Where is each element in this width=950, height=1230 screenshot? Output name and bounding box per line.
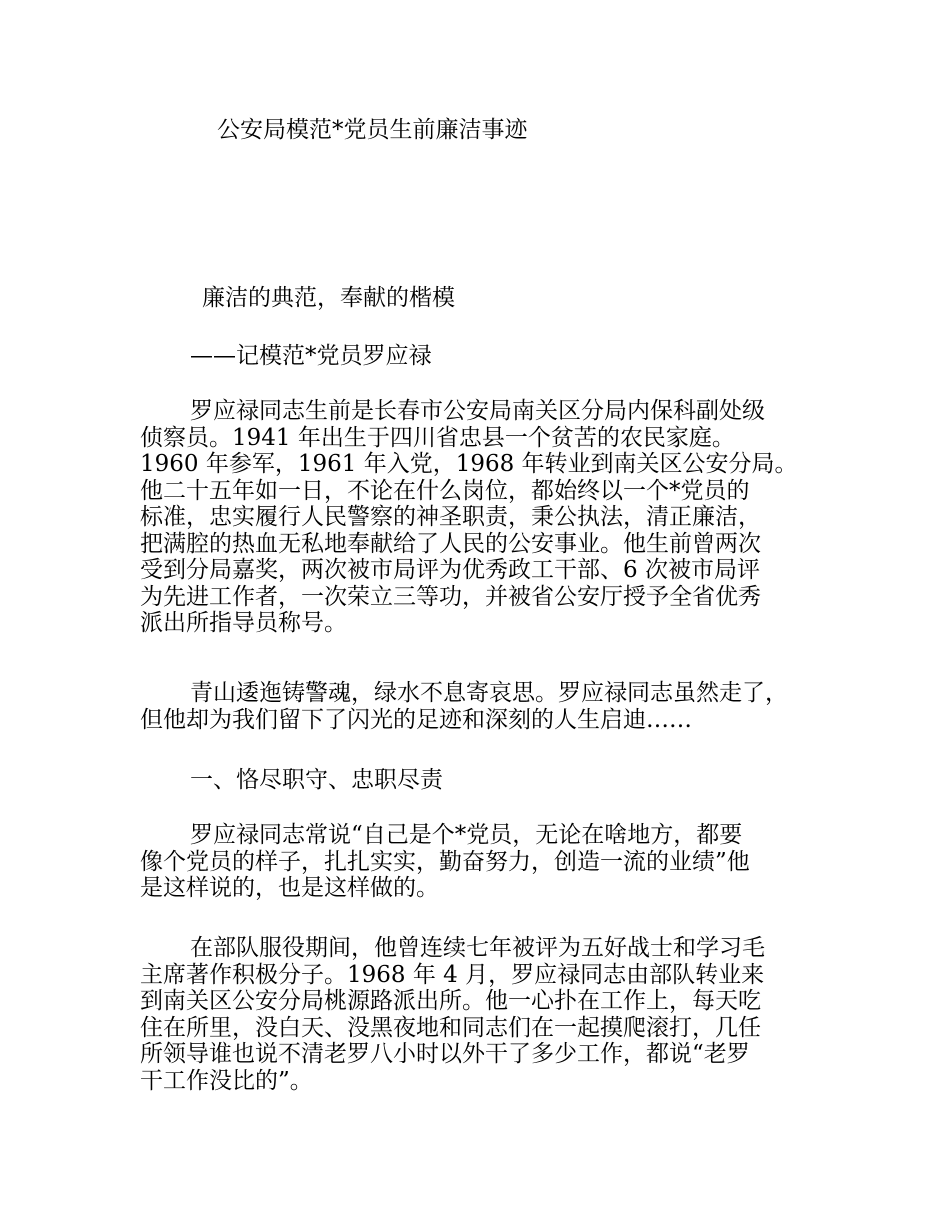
text-line: 像个党员的样子，扎扎实实，勤奋努力，创造一流的业绩”他 <box>140 848 750 875</box>
text-line: 受到分局嘉奖，两次被市局评为优秀政工干部、6 次被市局评 <box>140 557 760 583</box>
text-line: 他二十五年如一日，不论在什么岗位，都始终以一个*党员的 <box>140 477 750 504</box>
text-line: 干工作没比的”。 <box>140 1067 313 1094</box>
text-line: 所领导谁也说不清老罗八小时以外干了多少工作，都说“老罗 <box>140 1041 750 1067</box>
text-line: 住在所里，没白天、没黑夜地和同志们在一起摸爬滚打，几任 <box>140 1014 761 1041</box>
paragraph-biography <box>140 398 798 637</box>
text-line: 罗应禄同志生前是长春市公安局南关区分局内保科副处级 <box>190 398 765 424</box>
text-line: 为先进工作者，一次荣立三等功，并被省公安厅授予全省优秀 <box>140 583 761 610</box>
text-line: 到南关区公安分局桃源路派出所。他一心扑在工作上，每天吃 <box>140 988 761 1014</box>
text-line: 是这样说的，也是这样做的。 <box>140 875 439 901</box>
section-heading: 一、恪尽职守、忠职尽责 <box>190 767 443 793</box>
text-line: 把满腔的热血无私地奉献给了人民的公安事业。他生前曾两次 <box>140 530 761 557</box>
text-line: 主席著作积极分子。1968 年 4 月，罗应禄同志由部队转业来 <box>140 961 765 988</box>
text-line: 标准，忠实履行人民警察的神圣职责，秉公执法，清正廉洁， <box>140 504 761 530</box>
paragraph-motto <box>140 822 750 902</box>
document-title: 公安局模范*党员生前廉洁事迹 <box>217 117 528 143</box>
article-subtitle: 廉洁的典范，奉献的楷模 <box>202 285 455 311</box>
text-line: 青山逶迤铸警魂，绿水不息寄哀思。罗应禄同志虽然走了， <box>190 680 788 706</box>
article-byline: ——记模范*党员罗应禄 <box>190 343 432 369</box>
paragraph-tribute <box>140 680 788 733</box>
paragraph-military-service <box>140 935 765 1094</box>
text-line: 但他却为我们留下了闪光的足迹和深刻的人生启迪…… <box>140 706 692 733</box>
text-line: 1960 年参军，1961 年入党，1968 年转业到南关区公安分局。 <box>140 451 798 477</box>
text-line: 派出所指导员称号。 <box>140 610 347 636</box>
text-line: 侦察员。1941 年出生于四川省忠县一个贫苦的农民家庭。 <box>140 424 735 451</box>
text-line: 罗应禄同志常说“自己是个*党员，无论在啥地方，都要 <box>190 822 743 848</box>
text-line: 在部队服役期间，他曾连续七年被评为五好战士和学习毛 <box>190 935 765 961</box>
